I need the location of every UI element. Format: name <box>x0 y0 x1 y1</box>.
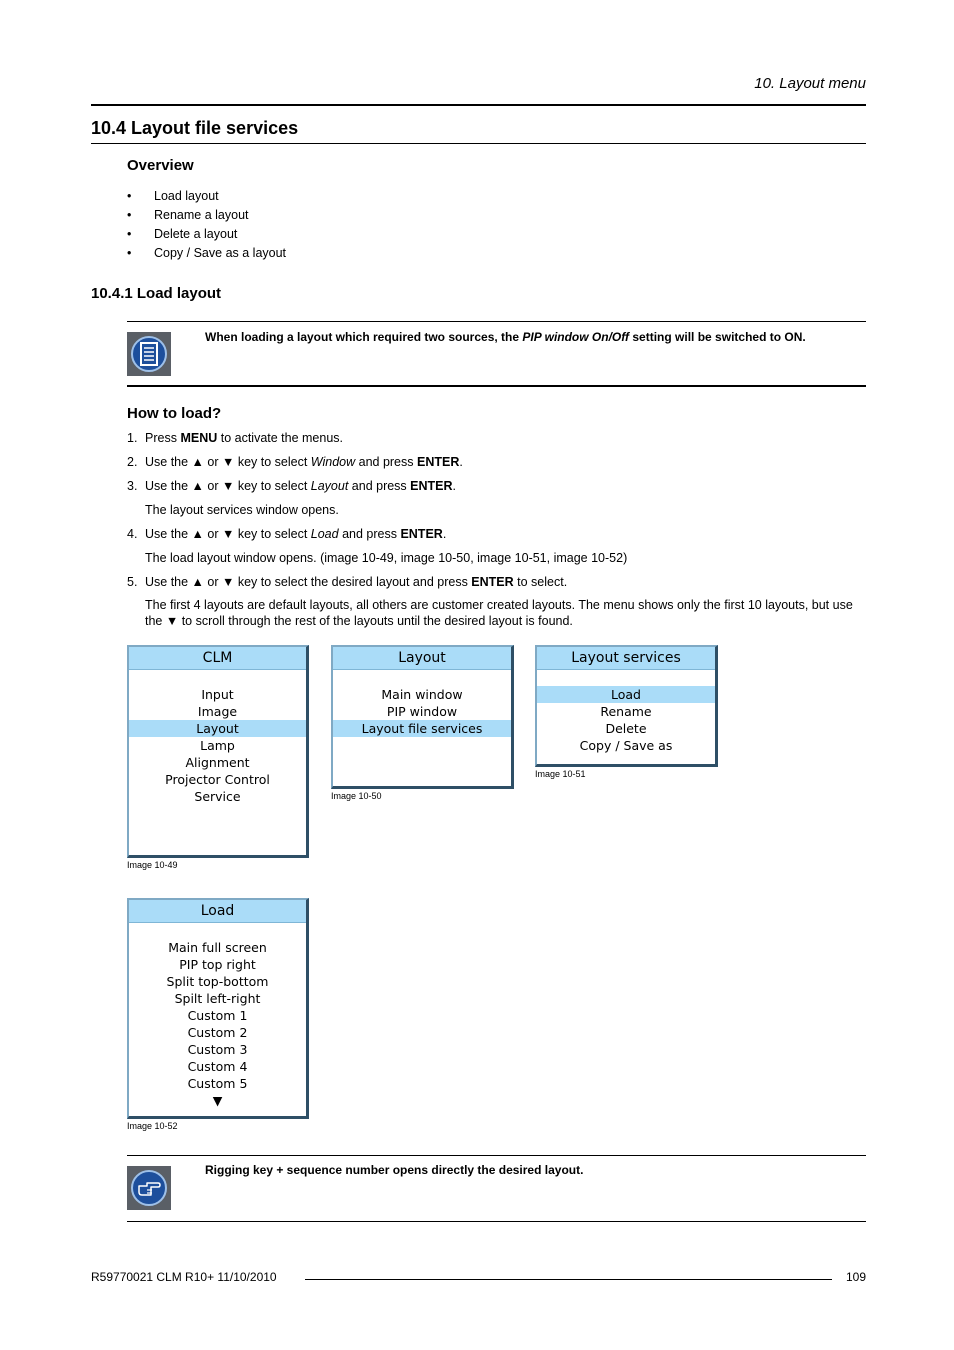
list-item: • Rename a layout <box>127 207 286 226</box>
menu-item: Layout <box>129 720 306 737</box>
menu-item: PIP window <box>386 704 458 719</box>
step-text: . <box>442 527 447 541</box>
clm-menu <box>127 645 309 858</box>
menu-item: Main full screen <box>168 940 267 955</box>
menu-item: Service <box>194 789 241 804</box>
menu-title: Load <box>129 900 306 923</box>
note-text <box>205 330 806 344</box>
menu-item: PIP top right <box>179 957 256 972</box>
list-item: • Copy / Save as a layout <box>127 245 286 264</box>
step-text: Use the ▲ or ▼ key to select the desired layout and press <box>145 575 472 589</box>
step-4 <box>127 526 867 542</box>
menu-item: Custom 4 <box>187 1059 248 1074</box>
section-rule <box>91 143 866 144</box>
step-key: ENTER <box>400 527 443 541</box>
menu-title: Layout services <box>537 647 715 670</box>
menu-item: Custom 2 <box>187 1025 248 1040</box>
menu-item: Custom 5 <box>187 1076 248 1091</box>
tip-text: Rigging key + sequence number opens directly the desired layout. <box>205 1163 584 1177</box>
step-2 <box>127 454 867 470</box>
overview-list <box>127 188 286 264</box>
footer-rule <box>305 1279 832 1280</box>
step-text: Use the ▲ or ▼ key to select <box>145 455 311 469</box>
layout-menu <box>331 645 514 789</box>
step-5-result: The first 4 layouts are default layouts, all others are customer created layouts. The menu shows only the first 10 layouts, but use the ▼ to scroll through the rest of the layouts until the desired layout is found. <box>145 598 853 628</box>
note-document-icon <box>127 332 171 376</box>
menu-items <box>129 670 306 805</box>
menu-item: ▼ <box>212 1093 223 1108</box>
subsection-title: 10.4.1 Load layout <box>91 285 222 302</box>
load-menu <box>127 898 309 1119</box>
step-5 <box>127 574 867 590</box>
step-number: 5. <box>127 575 138 589</box>
menu-item: Copy / Save as <box>579 738 673 753</box>
step-key: ENTER <box>416 455 460 469</box>
step-item: Window <box>310 455 356 469</box>
step-text: . <box>452 479 457 493</box>
step-number: 3. <box>127 479 138 493</box>
header-rule <box>91 104 866 106</box>
step-item: Load <box>310 527 339 541</box>
step-key: ENTER <box>471 575 514 589</box>
page-number: 109 <box>845 1270 866 1284</box>
step-4-result: The load layout window opens. (image 10-49, image 10-50, image 10-51, image 10-52) <box>145 551 628 565</box>
footer-doc-id: R59770021 CLM R10+ 11/10/2010 <box>91 1270 277 1284</box>
step-number: 1. <box>127 431 138 445</box>
step-text: and press <box>338 527 401 541</box>
menu-items <box>537 670 715 754</box>
step-item: Layout <box>310 479 349 493</box>
step-text: and press <box>355 455 417 469</box>
pointing-hand-icon <box>127 1166 171 1210</box>
menu-item: Projector Control <box>165 772 270 787</box>
note-emphasis: PIP window On/Off <box>522 330 630 344</box>
step-key: ENTER <box>410 479 453 493</box>
step-number: 4. <box>127 527 138 541</box>
menu-items <box>129 923 306 1109</box>
step-1 <box>127 430 867 446</box>
step-text: Press <box>145 431 181 445</box>
step-text: to activate the menus. <box>217 431 344 445</box>
note-top-rule <box>127 321 866 322</box>
menu-title: CLM <box>129 647 306 670</box>
menu-item: Load <box>537 686 715 703</box>
step-text: to select. <box>513 575 568 589</box>
list-item: • Load layout <box>127 188 286 207</box>
chapter-header: 10. Layout menu <box>754 75 866 92</box>
menu-item: Rename <box>600 704 652 719</box>
step-number: 2. <box>127 455 138 469</box>
menu-title: Layout <box>333 647 511 670</box>
menu-item: Lamp <box>200 738 235 753</box>
menu-item: Alignment <box>185 755 250 770</box>
menu-item: Custom 3 <box>187 1042 248 1057</box>
step-3-result: The layout services window opens. <box>145 503 339 517</box>
note-text-part: setting will be switched to ON. <box>629 330 806 344</box>
overview-heading: Overview <box>127 157 194 174</box>
step-3 <box>127 478 867 494</box>
howto-heading: How to load? <box>127 405 222 422</box>
note-text-part: When loading a layout which required two sources, the <box>205 330 523 344</box>
menu-item: Main window <box>381 687 463 702</box>
tip-top-rule <box>127 1155 866 1156</box>
step-text: . <box>459 455 463 469</box>
step-text: and press <box>348 479 411 493</box>
step-key: MENU <box>180 431 218 445</box>
list-item: • Delete a layout <box>127 226 286 245</box>
layout-services-menu <box>535 645 718 767</box>
step-text: Use the ▲ or ▼ key to select <box>145 527 311 541</box>
menu-item: Input <box>201 687 234 702</box>
menu-item: Layout file services <box>333 720 511 737</box>
menu-items <box>333 670 511 737</box>
note-bottom-rule <box>127 385 866 387</box>
image-caption: Image 10-51 <box>535 769 586 779</box>
image-caption: Image 10-49 <box>127 860 178 870</box>
menu-item: Custom 1 <box>187 1008 248 1023</box>
step-text: Use the ▲ or ▼ key to select <box>145 479 311 493</box>
menu-item: Image <box>197 704 238 719</box>
image-caption: Image 10-52 <box>127 1121 178 1131</box>
menu-item: Split top-bottom <box>166 974 269 989</box>
menu-item: Spilt left-right <box>174 991 261 1006</box>
tip-bottom-rule <box>127 1221 866 1222</box>
menu-item: Delete <box>605 721 647 736</box>
section-title: 10.4 Layout file services <box>91 118 299 138</box>
image-caption: Image 10-50 <box>331 791 382 801</box>
